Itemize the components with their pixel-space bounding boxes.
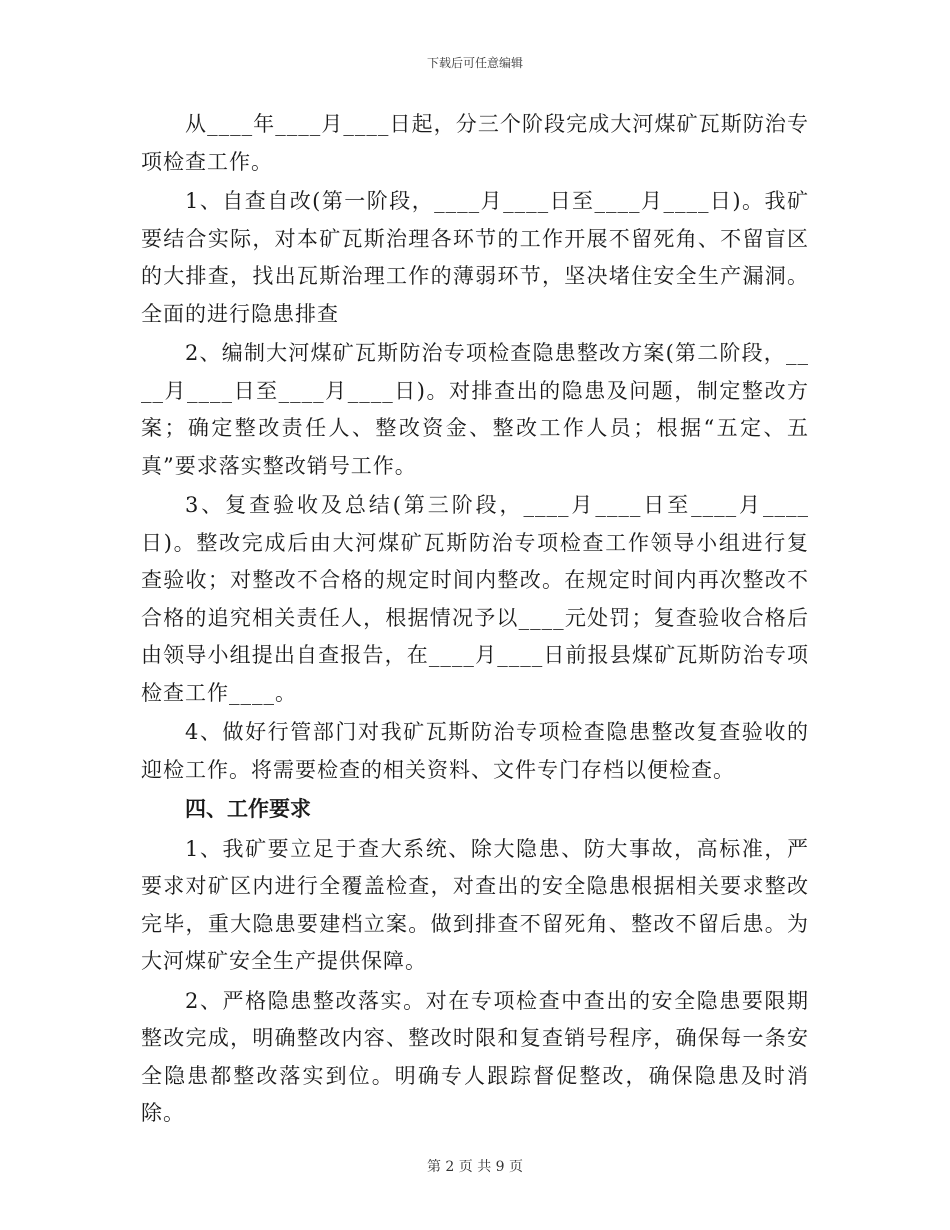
paragraph-stage-1: 1、自查自改(第一阶段，____月____日至____月____日)。我矿要结合实际，对本矿瓦斯治理各环节的工作开展不留死角、不留盲区的大排查，找出瓦斯治理工作的薄弱环节，坚决堵住安全生产漏洞。全面的进行隐患排查 [141,189,809,326]
requirement-1: 1、我矿要立足于查大系统、除大隐患、防大事故，高标准，严要求对矿区内进行全覆盖检查，对查出的安全隐患根据相关要求整改完毕，重大隐患要建档立案。做到排查不留死角、整改不留后患。为大河煤矿安全生产提供保障。 [141,836,809,973]
page-header: 下载后可任意编辑 [426,56,523,70]
paragraph-intro: 从____年____月____日起，分三个阶段完成大河煤矿瓦斯防治专项检查工作。 [141,112,809,174]
document-body [141,106,809,1135]
page-footer: 第 2 页 共 9 页 [426,1159,524,1175]
paragraph-stage-4: 4、做好行管部门对我矿瓦斯防治专项检查隐患整改复查验收的迎检工作。将需要检查的相关资料、文件专门存档以便检查。 [141,720,809,782]
requirement-2: 2、严格隐患整改落实。对在专项检查中查出的安全隐患要限期整改完成，明确整改内容、整改时限和复查销号程序，确保每一条安全隐患都整改落实到位。明确专人跟踪督促整改，确保隐患及时消除。 [141,988,809,1125]
section-heading: 四、工作要求 [185,797,311,821]
paragraph-stage-3: 3、复查验收及总结(第三阶段，____月____日至____月____日)。整改完成后由大河煤矿瓦斯防治专项检查工作领导小组进行复查验收；对整改不合格的规定时间内整改。在规定时间内再次整改不合格的追究相关责任人，根据情况予以____元处罚；复查验收合格后由领导小组提出自查报告，在____月____日前报县煤矿瓦斯防治专项检查工作____。 [141,493,809,705]
paragraph-stage-2: 2、编制大河煤矿瓦斯防治专项检查隐患整改方案(第二阶段，____月____日至____月____日)。对排查出的隐患及问题，制定整改方案；确定整改责任人、整改资金、整改工作人员；根据“五定、五真”要求落实整改销号工作。 [141,341,809,478]
